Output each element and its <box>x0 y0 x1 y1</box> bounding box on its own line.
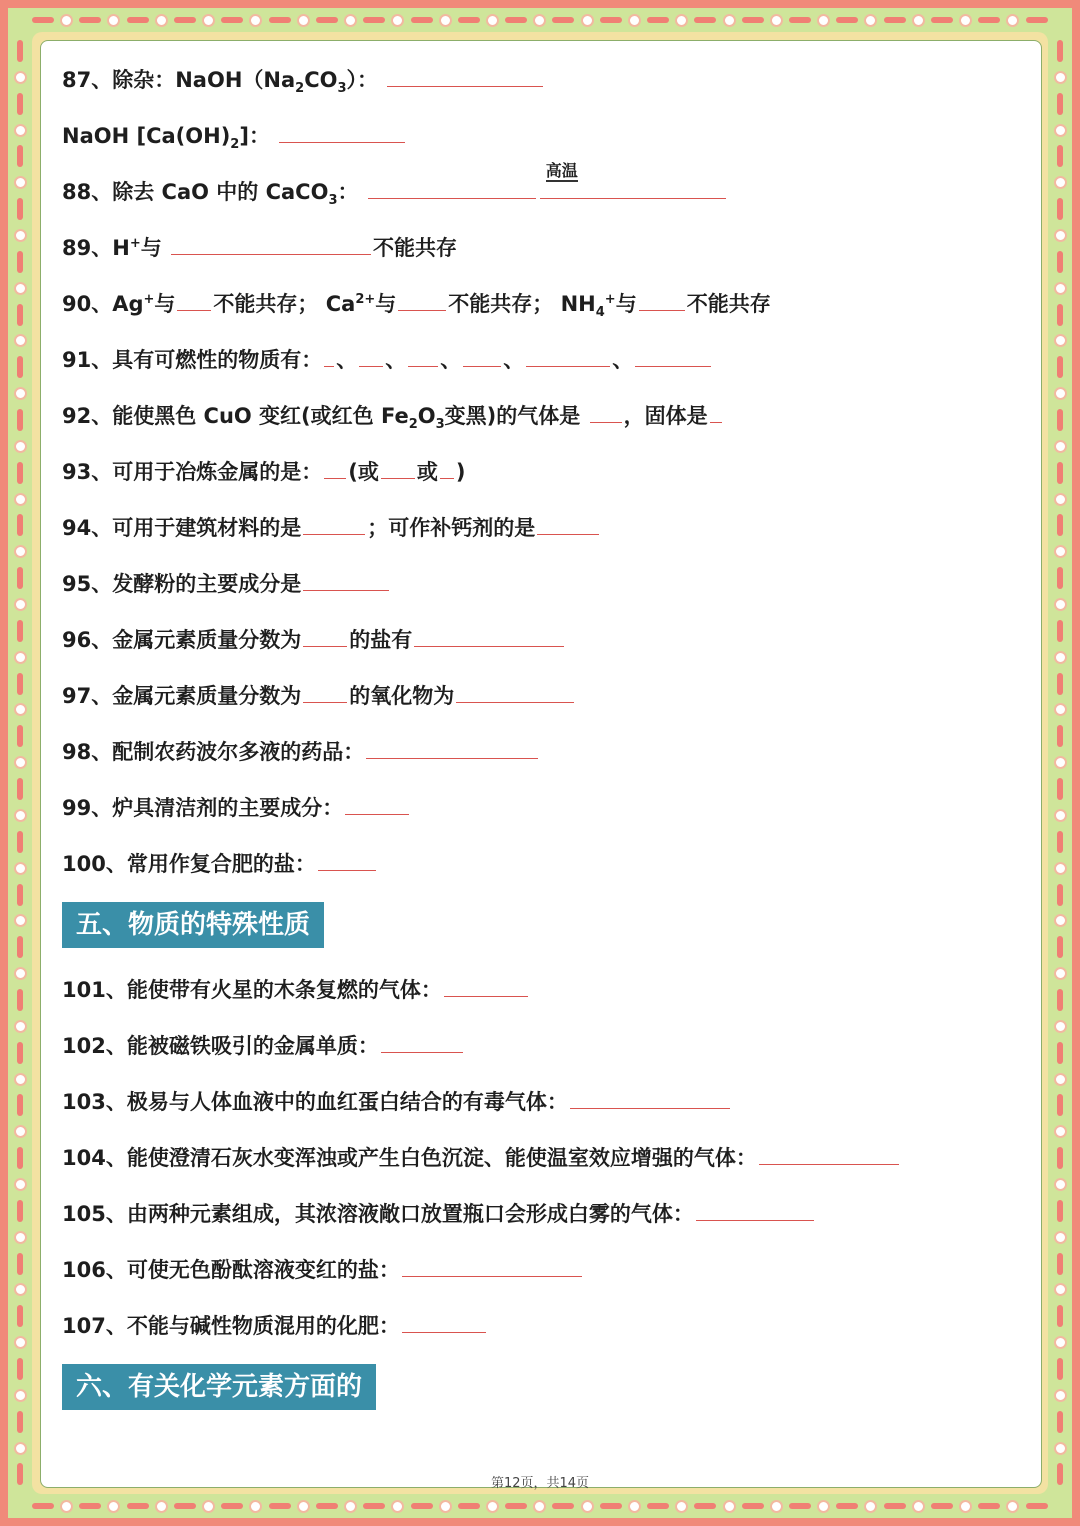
frame-dot <box>1054 229 1067 242</box>
frame-dash <box>931 17 953 23</box>
frame-dot <box>912 1500 925 1513</box>
frame-dot <box>1054 1389 1067 1402</box>
frame-dash <box>1057 198 1063 220</box>
frame-dot <box>1054 71 1067 84</box>
frame-dot <box>959 14 972 27</box>
section-heading-5: 五、物质的特殊性质 <box>62 902 324 948</box>
frame-dot <box>297 14 310 27</box>
frame-dot <box>155 1500 168 1513</box>
frame-dash <box>884 1503 906 1509</box>
answer-blank[interactable] <box>366 740 538 759</box>
frame-dash <box>17 1200 23 1222</box>
frame-dash <box>742 1503 764 1509</box>
frame-dash <box>221 17 243 23</box>
frame-dash <box>836 17 858 23</box>
frame-dot <box>770 14 783 27</box>
frame-dash <box>174 1503 196 1509</box>
frame-dot <box>533 1500 546 1513</box>
frame-dot <box>486 14 499 27</box>
frame-dot <box>1054 651 1067 664</box>
frame-dot <box>14 1442 27 1455</box>
frame-dot <box>1054 809 1067 822</box>
answer-blank[interactable] <box>303 516 365 535</box>
frame-dot <box>14 703 27 716</box>
frame-dot <box>439 1500 452 1513</box>
frame-dash <box>978 1503 1000 1509</box>
frame-dash <box>505 1503 527 1509</box>
frame-dash <box>600 1503 622 1509</box>
frame-dot <box>1054 282 1067 295</box>
frame-dash <box>17 567 23 589</box>
frame-dot <box>391 1500 404 1513</box>
frame-dot <box>533 14 546 27</box>
answer-blank[interactable] <box>324 348 334 367</box>
frame-dash <box>836 1503 858 1509</box>
frame-dash <box>1057 936 1063 958</box>
question-105: 105、由两种元素组成，其浓溶液敞口放置瓶口会形成白雾的气体： <box>62 1198 816 1230</box>
frame-dash <box>1057 673 1063 695</box>
frame-dash <box>1057 1358 1063 1380</box>
answer-blank[interactable] <box>279 124 405 143</box>
frame-dot <box>1054 493 1067 506</box>
question-87-b: NaOH $[Ca(OH)_2]$： <box>62 120 407 152</box>
frame-dash <box>1057 145 1063 167</box>
frame-dot <box>439 14 452 27</box>
frame-dash <box>1057 462 1063 484</box>
frame-dash <box>1057 93 1063 115</box>
frame-dot <box>1054 1283 1067 1296</box>
frame-dash <box>17 514 23 536</box>
frame-dash <box>17 198 23 220</box>
frame-dot <box>1054 967 1067 980</box>
page-number: 第12页，共14页 <box>490 1476 590 1491</box>
question-102: 102、能被磁铁吸引的金属单质： <box>62 1030 465 1062</box>
answer-blank[interactable] <box>387 68 543 87</box>
question-97: 97、金属元素质量分数为 的氧化物为 <box>62 680 576 712</box>
question-87: 87、除杂：$NaOH(Na_2CO_3)$： <box>62 64 545 96</box>
frame-dash <box>742 17 764 23</box>
frame-dash <box>269 1503 291 1509</box>
frame-dash <box>1057 356 1063 378</box>
question-101: 101、能使带有火星的木条复燃的气体： <box>62 974 530 1006</box>
frame-dot <box>14 1336 27 1349</box>
frame-dot <box>1054 862 1067 875</box>
frame-dot <box>202 14 215 27</box>
frame-dash <box>17 884 23 906</box>
frame-dot <box>1054 1336 1067 1349</box>
frame-dot <box>1054 1231 1067 1244</box>
frame-dot <box>14 1125 27 1138</box>
frame-dot <box>1054 1178 1067 1191</box>
frame-dot <box>14 914 27 927</box>
frame-dash <box>1057 1411 1063 1433</box>
answer-blank[interactable] <box>359 348 383 367</box>
question-90: 90、Ag+与 不能共存； $Ca^{2+}$与 不能共存； $NH_4^+$与 不能共存 <box>62 292 771 321</box>
frame-dash <box>32 1503 54 1509</box>
frame-dot <box>14 1073 27 1086</box>
frame-dash <box>1057 1147 1063 1169</box>
answer-blank[interactable] <box>440 460 454 479</box>
frame-dash <box>694 1503 716 1509</box>
answer-blank[interactable] <box>414 628 564 647</box>
answer-blank[interactable] <box>318 852 376 871</box>
frame-dot <box>486 1500 499 1513</box>
frame-dot <box>1054 387 1067 400</box>
frame-dash <box>1026 1503 1048 1509</box>
answer-blank[interactable] <box>710 404 722 423</box>
frame-dash <box>221 1503 243 1509</box>
frame-dash <box>316 1503 338 1509</box>
frame-dash <box>1057 40 1063 62</box>
frame-dot <box>14 440 27 453</box>
answer-blank[interactable] <box>639 292 685 311</box>
frame-dash <box>600 17 622 23</box>
frame-dot <box>60 14 73 27</box>
answer-blank[interactable] <box>537 516 599 535</box>
frame-dash <box>79 1503 101 1509</box>
frame-dash <box>1057 1253 1063 1275</box>
frame-dot <box>1006 14 1019 27</box>
frame-dash <box>17 93 23 115</box>
frame-dash <box>17 356 23 378</box>
frame-dot <box>628 1500 641 1513</box>
frame-dash <box>316 17 338 23</box>
frame-dash <box>1057 1200 1063 1222</box>
frame-dash <box>17 989 23 1011</box>
frame-dash <box>931 1503 953 1509</box>
frame-dot <box>1054 1125 1067 1138</box>
frame-dash <box>789 17 811 23</box>
frame-dash <box>789 1503 811 1509</box>
frame-dash <box>1057 1305 1063 1327</box>
frame-dot <box>675 1500 688 1513</box>
frame-dot <box>14 71 27 84</box>
answer-blank[interactable] <box>368 180 536 199</box>
frame-dash <box>1057 409 1063 431</box>
frame-dot <box>1006 1500 1019 1513</box>
frame-dot <box>1054 176 1067 189</box>
frame-dot <box>1054 756 1067 769</box>
frame-dot <box>1054 545 1067 558</box>
frame-dash <box>1057 1042 1063 1064</box>
frame-dash <box>17 673 23 695</box>
frame-dash <box>269 17 291 23</box>
frame-dot <box>60 1500 73 1513</box>
frame-dot <box>297 1500 310 1513</box>
frame-dash <box>17 778 23 800</box>
question-104: 104、能使澄清石灰水变浑浊或产生白色沉淀、能使温室效应增强的气体： <box>62 1142 901 1174</box>
frame-dot <box>14 387 27 400</box>
frame-dash <box>694 17 716 23</box>
answer-blank[interactable] <box>345 796 409 815</box>
frame-dot <box>14 756 27 769</box>
frame-dash <box>1057 620 1063 642</box>
question-99: 99、炉具清洁剂的主要成分： <box>62 792 411 824</box>
frame-dash <box>505 17 527 23</box>
frame-dot <box>155 14 168 27</box>
answer-blank[interactable] <box>303 572 389 591</box>
frame-dot <box>249 1500 262 1513</box>
frame-dot <box>14 334 27 347</box>
frame-dash <box>17 1411 23 1433</box>
frame-dot <box>1054 334 1067 347</box>
frame-dash <box>17 1305 23 1327</box>
frame-dot <box>344 14 357 27</box>
answer-blank[interactable] <box>303 628 347 647</box>
frame-dash <box>17 725 23 747</box>
frame-dash <box>552 17 574 23</box>
frame-dash <box>17 304 23 326</box>
frame-dot <box>14 862 27 875</box>
frame-dash <box>17 40 23 62</box>
frame-dot <box>14 1283 27 1296</box>
question-100: 100、常用作复合肥的盐： <box>62 848 378 880</box>
answer-blank[interactable] <box>303 684 347 703</box>
question-92: 92、能使黑色 CuO 变红(或红色 $Fe_2O_3$变黑)的气体是 ，固体是 <box>62 400 724 432</box>
frame-dash <box>17 1094 23 1116</box>
frame-dash <box>17 620 23 642</box>
answer-blank[interactable] <box>177 292 211 311</box>
frame-dash <box>363 17 385 23</box>
frame-dot <box>202 1500 215 1513</box>
frame-dash <box>32 17 54 23</box>
section-heading-6: 六、有关化学元素方面的 <box>62 1364 376 1410</box>
frame-dot <box>14 229 27 242</box>
frame-dot <box>1054 440 1067 453</box>
frame-dot <box>14 1231 27 1244</box>
frame-dash <box>1057 831 1063 853</box>
frame-dot <box>959 1500 972 1513</box>
answer-blank[interactable] <box>381 1034 463 1053</box>
answer-blank[interactable] <box>381 460 415 479</box>
frame-dot <box>817 14 830 27</box>
question-93: 93、可用于冶炼金属的是： (或 或 ) <box>62 460 466 484</box>
frame-dot <box>628 14 641 27</box>
frame-dot <box>675 14 688 27</box>
frame-dash <box>17 145 23 167</box>
frame-dot <box>14 493 27 506</box>
frame-dot <box>344 1500 357 1513</box>
frame-dot <box>1054 1442 1067 1455</box>
frame-dash <box>1057 251 1063 273</box>
answer-blank[interactable] <box>171 236 371 255</box>
frame-dot <box>14 1389 27 1402</box>
frame-dash <box>1057 884 1063 906</box>
frame-dot <box>817 1500 830 1513</box>
frame-dash <box>363 1503 385 1509</box>
answer-blank[interactable] <box>408 348 438 367</box>
question-95: 95、发酵粉的主要成分是 <box>62 568 391 600</box>
answer-blank[interactable] <box>635 348 711 367</box>
answer-blank[interactable] <box>398 292 446 311</box>
question-88: 88、除去 CaO 中的 CaCO$_3$： 高温 <box>62 176 728 208</box>
answer-blank[interactable] <box>590 404 622 423</box>
answer-blank[interactable] <box>570 1090 730 1109</box>
frame-dot <box>14 967 27 980</box>
condition-note: 高温 <box>538 176 728 208</box>
frame-dot <box>723 1500 736 1513</box>
frame-dot <box>770 1500 783 1513</box>
frame-dot <box>912 14 925 27</box>
frame-dash <box>1026 17 1048 23</box>
frame-dash <box>17 251 23 273</box>
question-107: 107、不能与碱性物质混用的化肥： <box>62 1310 488 1342</box>
question-94: 94、可用于建筑材料的是 ；可作补钙剂的是 <box>62 512 601 544</box>
frame-dot <box>723 14 736 27</box>
frame-dot <box>14 545 27 558</box>
frame-dash <box>17 936 23 958</box>
answer-blank[interactable] <box>444 978 528 997</box>
frame-dash <box>127 1503 149 1509</box>
frame-dash <box>17 831 23 853</box>
frame-dash <box>17 1147 23 1169</box>
frame-left-pattern <box>8 40 32 1486</box>
frame-dash <box>17 462 23 484</box>
frame-dot <box>14 124 27 137</box>
question-96: 96、金属元素质量分数为 的盐有 <box>62 624 566 656</box>
answer-blank[interactable] <box>526 348 610 367</box>
frame-dash <box>647 1503 669 1509</box>
question-89: 89、H+与 不能共存 <box>62 236 458 260</box>
frame-right-pattern <box>1048 40 1072 1486</box>
question-106: 106、可使无色酚酞溶液变红的盐： <box>62 1254 584 1286</box>
frame-dash <box>1057 514 1063 536</box>
frame-dot <box>14 176 27 189</box>
frame-dot <box>14 809 27 822</box>
frame-dot <box>107 1500 120 1513</box>
frame-dash <box>127 17 149 23</box>
frame-dash <box>1057 1094 1063 1116</box>
frame-dot <box>864 1500 877 1513</box>
frame-dot <box>249 14 262 27</box>
answer-blank[interactable] <box>759 1146 899 1165</box>
frame-dash <box>1057 778 1063 800</box>
frame-dot <box>581 14 594 27</box>
frame-dot <box>1054 124 1067 137</box>
frame-dash <box>458 17 480 23</box>
frame-dot <box>1054 1073 1067 1086</box>
answer-blank[interactable] <box>402 1258 582 1277</box>
frame-dot <box>14 598 27 611</box>
frame-dash <box>1057 725 1063 747</box>
frame-dot <box>14 651 27 664</box>
frame-dash <box>1057 567 1063 589</box>
frame-dot <box>107 14 120 27</box>
question-91: 91、具有可燃性的物质有： 、 、 、 、 、 <box>62 344 713 376</box>
frame-dash <box>884 17 906 23</box>
frame-dash <box>1057 989 1063 1011</box>
frame-dot <box>581 1500 594 1513</box>
answer-blank[interactable] <box>456 684 574 703</box>
frame-dash <box>552 1503 574 1509</box>
answer-blank[interactable] <box>463 348 501 367</box>
frame-dash <box>17 409 23 431</box>
frame-dash <box>17 1358 23 1380</box>
question-103: 103、极易与人体血液中的血红蛋白结合的有毒气体： <box>62 1086 732 1118</box>
frame-dot <box>391 14 404 27</box>
answer-blank[interactable] <box>696 1202 814 1221</box>
frame-dot <box>1054 598 1067 611</box>
frame-dot <box>1054 914 1067 927</box>
answer-blank[interactable] <box>324 460 346 479</box>
frame-dot <box>1054 1020 1067 1033</box>
frame-dot <box>14 1020 27 1033</box>
frame-dot <box>864 14 877 27</box>
frame-dash <box>411 17 433 23</box>
frame-dash <box>1057 304 1063 326</box>
frame-dash <box>647 17 669 23</box>
answer-blank[interactable] <box>402 1314 486 1333</box>
frame-top-pattern <box>32 8 1048 32</box>
frame-dash <box>79 17 101 23</box>
frame-dash <box>458 1503 480 1509</box>
frame-dash <box>17 1042 23 1064</box>
frame-bottom-pattern <box>32 1494 1048 1518</box>
frame-dash <box>174 17 196 23</box>
frame-dash <box>17 1253 23 1275</box>
frame-dot <box>14 1178 27 1191</box>
frame-dot <box>1054 703 1067 716</box>
frame-dash <box>411 1503 433 1509</box>
frame-dot <box>14 282 27 295</box>
frame-dash <box>978 17 1000 23</box>
answer-blank[interactable] <box>540 180 726 199</box>
question-98: 98、配制农药波尔多液的药品： <box>62 736 540 768</box>
